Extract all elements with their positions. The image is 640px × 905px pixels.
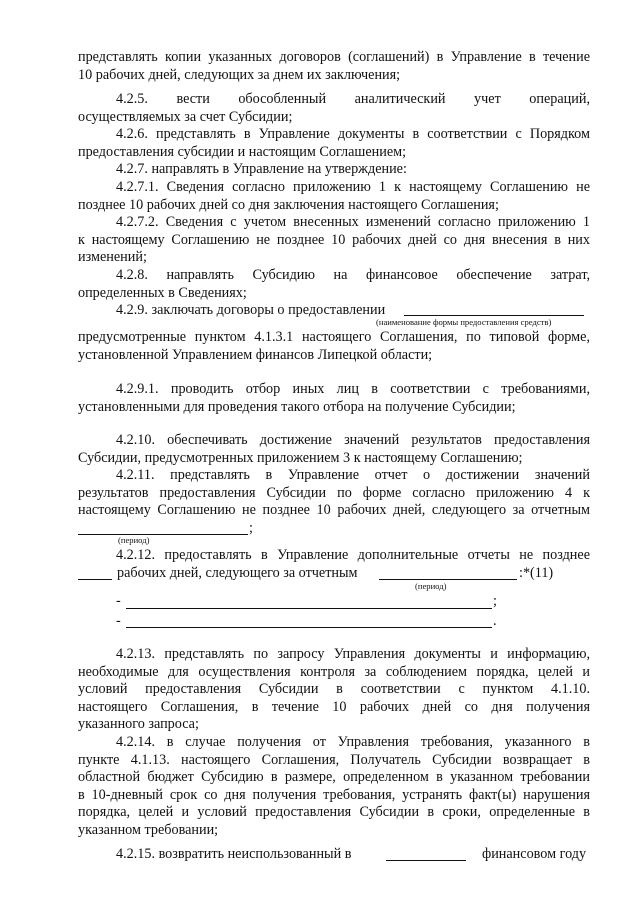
text-line: позднее 10 рабочих дней со дня заключения настоящего Соглашения; — [78, 197, 499, 213]
text-line: 4.2.12. предоставлять в Управление дополнительные отчеты не позднее — [116, 547, 590, 563]
text-line: предоставления субсидии и настоящим Соглашением; — [78, 144, 407, 160]
caption-form: (наименование формы предоставления средств) — [376, 317, 552, 327]
text-line: 4.2.7. направлять в Управление на утверждение: — [116, 161, 407, 177]
text-line: пункте 4.1.13. настоящего Соглашения, Получатель Субсидии возвращает в — [78, 752, 590, 768]
list-dash: - — [116, 593, 121, 609]
text-line: определенных в Сведениях; — [78, 285, 247, 301]
text-fragment: ; — [249, 520, 253, 536]
blank-field-period-2[interactable] — [379, 567, 517, 580]
text-line — [116, 301, 385, 319]
text-fragment: 4.2.15. возвратить неиспользованный в — [116, 846, 352, 862]
text-line: 4.2.14. в случае получения от Управления требования, указанного в — [116, 734, 590, 750]
text-line: результатов предоставления Субсидии по форме согласно приложению 4 к — [78, 485, 590, 501]
text-fragment: финансовом году — [482, 846, 587, 862]
blank-field-days[interactable] — [78, 567, 112, 580]
text-line: 4.2.7.2. Сведения с учетом внесенных изменений согласно приложению 1 — [116, 214, 590, 230]
text-line: в 10-дневный срок со дня получения требования, устранять факт(ы) нарушения — [78, 787, 590, 803]
blank-field-report-2[interactable] — [126, 615, 492, 628]
text-line: 10 рабочих дней, следующих за днем их заключения; — [78, 67, 401, 83]
blank-field-report-1[interactable] — [126, 596, 492, 609]
text-fragment: :*(11) — [519, 565, 554, 581]
text-line: изменений; — [78, 249, 147, 265]
text-fragment: . — [493, 613, 497, 629]
text-line: 4.2.7.1. Сведения согласно приложению 1 к настоящему Соглашению не — [116, 179, 590, 195]
text-line: 4.2.11. представлять в Управление отчет о достижении значений — [116, 467, 590, 483]
text-line: условий предоставления Субсидии в соответствии с пунктом 4.1.10. — [78, 681, 590, 697]
text-fragment: 4.2.9. заключать договоры о предоставлении — [116, 302, 386, 318]
text-line: представлять копии указанных договоров (соглашений) в Управление в течение — [78, 49, 590, 65]
blank-field-year[interactable] — [386, 848, 466, 861]
list-dash: - — [116, 613, 121, 629]
text-line: установленными для проведения такого отбора на получение Субсидии; — [78, 399, 516, 415]
text-fragment: рабочих дней, следующего за отчетным — [117, 565, 358, 581]
text-line: указанного запроса; — [78, 716, 199, 732]
text-line: к настоящему Соглашению не позднее 10 рабочих дней со дня внесения в них — [78, 232, 590, 248]
text-line: 4.2.6. представлять в Управление документы в соответствии с Порядком — [116, 126, 590, 142]
text-line: 4.2.5. вести обособленный аналитический учет операций, — [116, 91, 590, 107]
text-line: областной бюджет Субсидию в размере, определенном в указанном требовании — [78, 769, 590, 785]
text-line: 4.2.9.1. проводить отбор иных лиц в соответствии с требованиями, — [116, 381, 590, 397]
caption-period-2: (период) — [415, 581, 447, 591]
text-line: установленной Управлением финансов Липецкой области; — [78, 347, 433, 363]
text-line: настоящему Соглашению не позднее 10 рабочих дней, следующего за отчетным — [78, 502, 590, 518]
text-fragment: ; — [493, 593, 497, 609]
text-line: необходимые для осуществления контроля за соблюдением порядка, целей и — [78, 664, 590, 680]
blank-field-form[interactable] — [404, 303, 584, 316]
caption-period: (период) — [118, 535, 150, 545]
text-line: 4.2.13. представлять по запросу Управления документы и информацию, — [116, 646, 590, 662]
text-line: осуществляемых за счет Субсидии; — [78, 109, 293, 125]
text-line: настоящего Соглашения, в течение 10 рабочих дней со дня получения — [78, 699, 590, 715]
text-line: указанном требовании; — [78, 822, 219, 838]
text-line: 4.2.8. направлять Субсидию на финансовое обеспечение затрат, — [116, 267, 590, 283]
text-line: 4.2.10. обеспечивать достижение значений результатов предоставления — [116, 432, 590, 448]
blank-field-period[interactable] — [78, 522, 248, 535]
text-line: Субсидии, предусмотренных приложением 3 к настоящему Соглашению; — [78, 450, 523, 466]
text-line: порядка, целей и условий предоставления Субсидии в сроки, определенные в — [78, 804, 590, 820]
text-line: предусмотренные пунктом 4.1.3.1 настоящего Соглашения, по типовой форме, — [78, 329, 590, 345]
